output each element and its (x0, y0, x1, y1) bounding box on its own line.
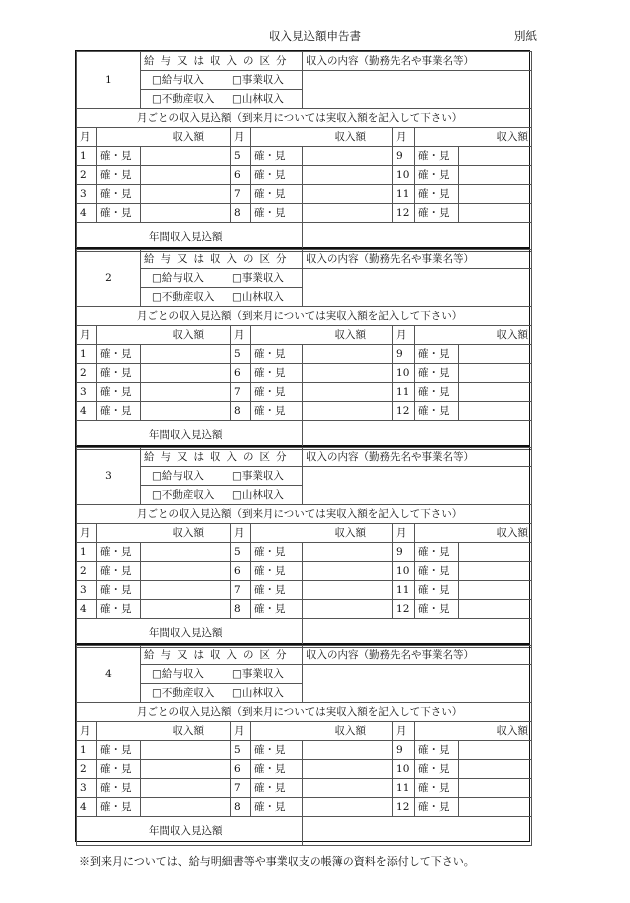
confirmed-estimate-label[interactable]: 確・見 (415, 185, 459, 204)
confirmed-estimate-label[interactable]: 確・見 (415, 364, 459, 383)
monthly-amount-field[interactable] (141, 383, 231, 402)
month-header: 月 (393, 128, 415, 147)
monthly-amount-field[interactable] (459, 600, 532, 619)
month-row (77, 345, 532, 364)
income-type-row-1[interactable] (141, 71, 303, 90)
confirmed-estimate-label[interactable]: 確・見 (251, 798, 303, 817)
confirmed-estimate-label[interactable]: 確・見 (97, 562, 141, 581)
confirmed-estimate-label[interactable]: 確・見 (251, 345, 303, 364)
annual-income-label: 年間収入見込額 (77, 817, 303, 846)
month-right-number: 11 (393, 581, 415, 600)
forest-income-checkbox[interactable]: □山林収入 (232, 686, 284, 699)
monthly-amount-field[interactable] (141, 543, 231, 562)
confirmed-estimate-label[interactable]: 確・見 (251, 185, 303, 204)
month-left-number: 2 (77, 562, 97, 581)
amount-header: 収入額 (415, 326, 532, 345)
income-category-header: 給与又は収入の区分 (141, 250, 303, 269)
real-estate-income-checkbox[interactable]: □不動産収入 (152, 488, 215, 501)
month-header: 月 (77, 524, 97, 543)
income-type-row-2[interactable] (141, 684, 303, 703)
income-content-field[interactable] (303, 467, 532, 505)
confirmed-estimate-label[interactable]: 確・見 (251, 543, 303, 562)
month-header: 月 (231, 722, 251, 741)
monthly-amount-field[interactable] (141, 741, 231, 760)
monthly-amount-field[interactable] (141, 581, 231, 600)
month-mid-number: 6 (231, 364, 251, 383)
monthly-amount-field[interactable] (303, 364, 393, 383)
amount-header: 収入額 (251, 326, 393, 345)
confirmed-estimate-label[interactable]: 確・見 (97, 402, 141, 421)
month-header: 月 (77, 326, 97, 345)
confirmed-estimate-label[interactable]: 確・見 (251, 741, 303, 760)
amount-header: 収入額 (97, 128, 231, 147)
month-right-number: 9 (393, 741, 415, 760)
confirmed-estimate-label[interactable]: 確・見 (415, 798, 459, 817)
confirmed-estimate-label[interactable]: 確・見 (415, 779, 459, 798)
annual-income-label: 年間収入見込額 (77, 421, 303, 450)
monthly-amount-field[interactable] (303, 166, 393, 185)
month-right-number: 12 (393, 402, 415, 421)
confirmed-estimate-label[interactable]: 確・見 (97, 741, 141, 760)
monthly-amount-field[interactable] (459, 741, 532, 760)
month-mid-number: 6 (231, 562, 251, 581)
income-category-header: 給与又は収入の区分 (141, 52, 303, 71)
confirmed-estimate-label[interactable]: 確・見 (97, 345, 141, 364)
monthly-amount-field[interactable] (141, 402, 231, 421)
income-content-field[interactable] (303, 269, 532, 307)
month-header: 月 (393, 524, 415, 543)
monthly-amount-field[interactable] (459, 147, 532, 166)
confirmed-estimate-label[interactable]: 確・見 (251, 760, 303, 779)
monthly-amount-field[interactable] (303, 543, 393, 562)
month-mid-number: 7 (231, 581, 251, 600)
monthly-amount-field[interactable] (459, 166, 532, 185)
monthly-amount-field[interactable] (303, 383, 393, 402)
confirmed-estimate-label[interactable]: 確・見 (415, 600, 459, 619)
confirmed-estimate-label[interactable]: 確・見 (251, 402, 303, 421)
monthly-amount-field[interactable] (303, 600, 393, 619)
monthly-amount-field[interactable] (459, 204, 532, 223)
monthly-amount-field[interactable] (459, 562, 532, 581)
income-type-row-2[interactable] (141, 288, 303, 307)
monthly-amount-field[interactable] (303, 581, 393, 600)
income-type-row-2[interactable] (141, 486, 303, 505)
section-number: 3 (77, 448, 141, 505)
confirmed-estimate-label[interactable]: 確・見 (97, 543, 141, 562)
month-row (77, 779, 532, 798)
amount-header: 収入額 (251, 722, 393, 741)
monthly-amount-field[interactable] (459, 798, 532, 817)
confirmed-estimate-label[interactable]: 確・見 (97, 147, 141, 166)
month-right-number: 12 (393, 600, 415, 619)
month-header: 月 (231, 326, 251, 345)
month-right-number: 10 (393, 364, 415, 383)
confirmed-estimate-label[interactable]: 確・見 (251, 204, 303, 223)
real-estate-income-checkbox[interactable]: □不動産収入 (152, 92, 215, 105)
income-content-header: 収入の内容（勤務先名や事業名等） (303, 250, 532, 269)
confirmed-estimate-label[interactable]: 確・見 (97, 383, 141, 402)
confirmed-estimate-label[interactable]: 確・見 (415, 581, 459, 600)
month-mid-number: 8 (231, 600, 251, 619)
monthly-amount-field[interactable] (303, 147, 393, 166)
month-row (77, 600, 532, 619)
month-right-number: 9 (393, 543, 415, 562)
section-number: 2 (77, 250, 141, 307)
confirmed-estimate-label[interactable]: 確・見 (97, 166, 141, 185)
monthly-amount-field[interactable] (303, 779, 393, 798)
income-type-row-1[interactable] (141, 269, 303, 288)
confirmed-estimate-label[interactable]: 確・見 (251, 166, 303, 185)
month-left-number: 3 (77, 779, 97, 798)
salary-income-checkbox[interactable]: □給与収入 (152, 73, 204, 86)
amount-header: 収入額 (251, 524, 393, 543)
real-estate-income-checkbox[interactable]: □不動産収入 (152, 686, 215, 699)
month-mid-number: 7 (231, 383, 251, 402)
business-income-checkbox[interactable]: □事業収入 (232, 271, 284, 284)
month-right-number: 11 (393, 185, 415, 204)
month-left-number: 2 (77, 760, 97, 779)
income-type-row-2[interactable] (141, 90, 303, 109)
income-type-row-1[interactable] (141, 665, 303, 684)
monthly-amount-field[interactable] (459, 185, 532, 204)
month-mid-number: 5 (231, 345, 251, 364)
monthly-caption: 月ごとの収入見込額（到来月については実収入額を記入して下さい） (77, 505, 532, 524)
amount-header: 収入額 (251, 128, 393, 147)
confirmed-estimate-label[interactable]: 確・見 (97, 364, 141, 383)
annual-income-label: 年間収入見込額 (77, 619, 303, 648)
month-row (77, 543, 532, 562)
amount-header: 収入額 (97, 722, 231, 741)
monthly-amount-field[interactable] (141, 147, 231, 166)
confirmed-estimate-label[interactable]: 確・見 (251, 147, 303, 166)
month-row (77, 402, 532, 421)
month-mid-number: 6 (231, 166, 251, 185)
salary-income-checkbox[interactable]: □給与収入 (152, 469, 204, 482)
month-mid-number: 7 (231, 185, 251, 204)
business-income-checkbox[interactable]: □事業収入 (232, 469, 284, 482)
confirmed-estimate-label[interactable]: 確・見 (415, 147, 459, 166)
monthly-amount-field[interactable] (459, 543, 532, 562)
income-category-header: 給与又は収入の区分 (141, 646, 303, 665)
forest-income-checkbox[interactable]: □山林収入 (232, 92, 284, 105)
month-row (77, 204, 532, 223)
month-left-number: 1 (77, 345, 97, 364)
confirmed-estimate-label[interactable]: 確・見 (251, 364, 303, 383)
month-row (77, 364, 532, 383)
month-row (77, 562, 532, 581)
monthly-amount-field[interactable] (303, 402, 393, 421)
month-left-number: 2 (77, 166, 97, 185)
month-left-number: 3 (77, 185, 97, 204)
income-content-field[interactable] (303, 665, 532, 703)
month-row (77, 760, 532, 779)
annex-label: 別紙 (514, 29, 537, 43)
income-category-header: 給与又は収入の区分 (141, 448, 303, 467)
monthly-amount-field[interactable] (303, 185, 393, 204)
month-header: 月 (77, 128, 97, 147)
monthly-amount-field[interactable] (303, 204, 393, 223)
month-right-number: 10 (393, 166, 415, 185)
income-content-header: 収入の内容（勤務先名や事業名等） (303, 646, 532, 665)
amount-header: 収入額 (415, 524, 532, 543)
confirmed-estimate-label[interactable]: 確・見 (97, 600, 141, 619)
month-right-number: 9 (393, 345, 415, 364)
income-section-3 (75, 446, 530, 644)
confirmed-estimate-label[interactable]: 確・見 (97, 204, 141, 223)
confirmed-estimate-label[interactable]: 確・見 (415, 166, 459, 185)
amount-header: 収入額 (415, 722, 532, 741)
confirmed-estimate-label[interactable]: 確・見 (415, 204, 459, 223)
monthly-amount-field[interactable] (141, 185, 231, 204)
income-section-2 (75, 248, 530, 446)
confirmed-estimate-label[interactable]: 確・見 (97, 581, 141, 600)
month-mid-number: 8 (231, 204, 251, 223)
monthly-amount-field[interactable] (141, 798, 231, 817)
month-header: 月 (231, 524, 251, 543)
confirmed-estimate-label[interactable]: 確・見 (251, 779, 303, 798)
monthly-amount-field[interactable] (141, 345, 231, 364)
month-left-number: 1 (77, 741, 97, 760)
month-mid-number: 8 (231, 798, 251, 817)
annual-income-field[interactable] (303, 817, 532, 846)
month-left-number: 2 (77, 364, 97, 383)
month-row (77, 166, 532, 185)
salary-income-checkbox[interactable]: □給与収入 (152, 271, 204, 284)
month-right-number: 11 (393, 383, 415, 402)
confirmed-estimate-label[interactable]: 確・見 (251, 562, 303, 581)
monthly-amount-field[interactable] (459, 581, 532, 600)
business-income-checkbox[interactable]: □事業収入 (232, 667, 284, 680)
month-left-number: 4 (77, 204, 97, 223)
confirmed-estimate-label[interactable]: 確・見 (415, 345, 459, 364)
amount-header: 収入額 (97, 524, 231, 543)
month-right-number: 10 (393, 760, 415, 779)
month-header: 月 (231, 128, 251, 147)
amount-header: 収入額 (415, 128, 532, 147)
monthly-caption: 月ごとの収入見込額（到来月については実収入額を記入して下さい） (77, 109, 532, 128)
month-mid-number: 5 (231, 543, 251, 562)
month-header: 月 (393, 326, 415, 345)
month-row (77, 741, 532, 760)
month-right-number: 12 (393, 798, 415, 817)
forest-income-checkbox[interactable]: □山林収入 (232, 488, 284, 501)
monthly-caption: 月ごとの収入見込額（到来月については実収入額を記入して下さい） (77, 703, 532, 722)
monthly-amount-field[interactable] (303, 345, 393, 364)
confirmed-estimate-label[interactable]: 確・見 (251, 383, 303, 402)
month-mid-number: 8 (231, 402, 251, 421)
business-income-checkbox[interactable]: □事業収入 (232, 73, 284, 86)
income-type-row-1[interactable] (141, 467, 303, 486)
confirmed-estimate-label[interactable]: 確・見 (97, 760, 141, 779)
month-mid-number: 5 (231, 741, 251, 760)
forest-income-checkbox[interactable]: □山林収入 (232, 290, 284, 303)
monthly-amount-field[interactable] (141, 166, 231, 185)
month-header: 月 (393, 722, 415, 741)
monthly-amount-field[interactable] (303, 798, 393, 817)
month-header: 月 (77, 722, 97, 741)
monthly-amount-field[interactable] (141, 364, 231, 383)
monthly-amount-field[interactable] (459, 383, 532, 402)
month-left-number: 3 (77, 581, 97, 600)
confirmed-estimate-label[interactable]: 確・見 (415, 402, 459, 421)
month-row (77, 581, 532, 600)
monthly-amount-field[interactable] (303, 760, 393, 779)
month-mid-number: 7 (231, 779, 251, 798)
monthly-amount-field[interactable] (303, 562, 393, 581)
income-content-header: 収入の内容（勤務先名や事業名等） (303, 52, 532, 71)
monthly-amount-field[interactable] (459, 364, 532, 383)
document-title: 収入見込額申告書 (269, 29, 361, 43)
month-left-number: 1 (77, 147, 97, 166)
amount-header: 収入額 (97, 326, 231, 345)
month-right-number: 12 (393, 204, 415, 223)
income-section-4 (75, 644, 530, 842)
monthly-caption: 月ごとの収入見込額（到来月については実収入額を記入して下さい） (77, 307, 532, 326)
confirmed-estimate-label[interactable]: 確・見 (97, 185, 141, 204)
month-mid-number: 5 (231, 147, 251, 166)
monthly-amount-field[interactable] (459, 402, 532, 421)
salary-income-checkbox[interactable]: □給与収入 (152, 667, 204, 680)
confirmed-estimate-label[interactable]: 確・見 (97, 798, 141, 817)
month-mid-number: 6 (231, 760, 251, 779)
income-section-1 (75, 50, 530, 248)
monthly-amount-field[interactable] (459, 345, 532, 364)
monthly-amount-field[interactable] (459, 779, 532, 798)
month-row (77, 798, 532, 817)
annual-income-label: 年間収入見込額 (77, 223, 303, 252)
income-content-field[interactable] (303, 71, 532, 109)
month-left-number: 1 (77, 543, 97, 562)
monthly-amount-field[interactable] (141, 760, 231, 779)
month-right-number: 9 (393, 147, 415, 166)
month-left-number: 4 (77, 600, 97, 619)
confirmed-estimate-label[interactable]: 確・見 (415, 383, 459, 402)
real-estate-income-checkbox[interactable]: □不動産収入 (152, 290, 215, 303)
footnote: ※到来月については、給与明細書等や事業収支の帳簿の資料を添付して下さい。 (79, 855, 475, 868)
month-row (77, 185, 532, 204)
month-left-number: 3 (77, 383, 97, 402)
monthly-amount-field[interactable] (141, 779, 231, 798)
confirmed-estimate-label[interactable]: 確・見 (251, 600, 303, 619)
income-content-header: 収入の内容（勤務先名や事業名等） (303, 448, 532, 467)
section-number: 4 (77, 646, 141, 703)
month-right-number: 11 (393, 779, 415, 798)
confirmed-estimate-label[interactable]: 確・見 (415, 543, 459, 562)
confirmed-estimate-label[interactable]: 確・見 (415, 760, 459, 779)
month-left-number: 4 (77, 402, 97, 421)
monthly-amount-field[interactable] (141, 562, 231, 581)
confirmed-estimate-label[interactable]: 確・見 (251, 581, 303, 600)
month-row (77, 147, 532, 166)
monthly-amount-field[interactable] (141, 600, 231, 619)
confirmed-estimate-label[interactable]: 確・見 (97, 779, 141, 798)
section-number: 1 (77, 52, 141, 109)
monthly-amount-field[interactable] (303, 741, 393, 760)
confirmed-estimate-label[interactable]: 確・見 (415, 741, 459, 760)
month-right-number: 10 (393, 562, 415, 581)
confirmed-estimate-label[interactable]: 確・見 (415, 562, 459, 581)
month-row (77, 383, 532, 402)
month-left-number: 4 (77, 798, 97, 817)
monthly-amount-field[interactable] (459, 760, 532, 779)
monthly-amount-field[interactable] (141, 204, 231, 223)
